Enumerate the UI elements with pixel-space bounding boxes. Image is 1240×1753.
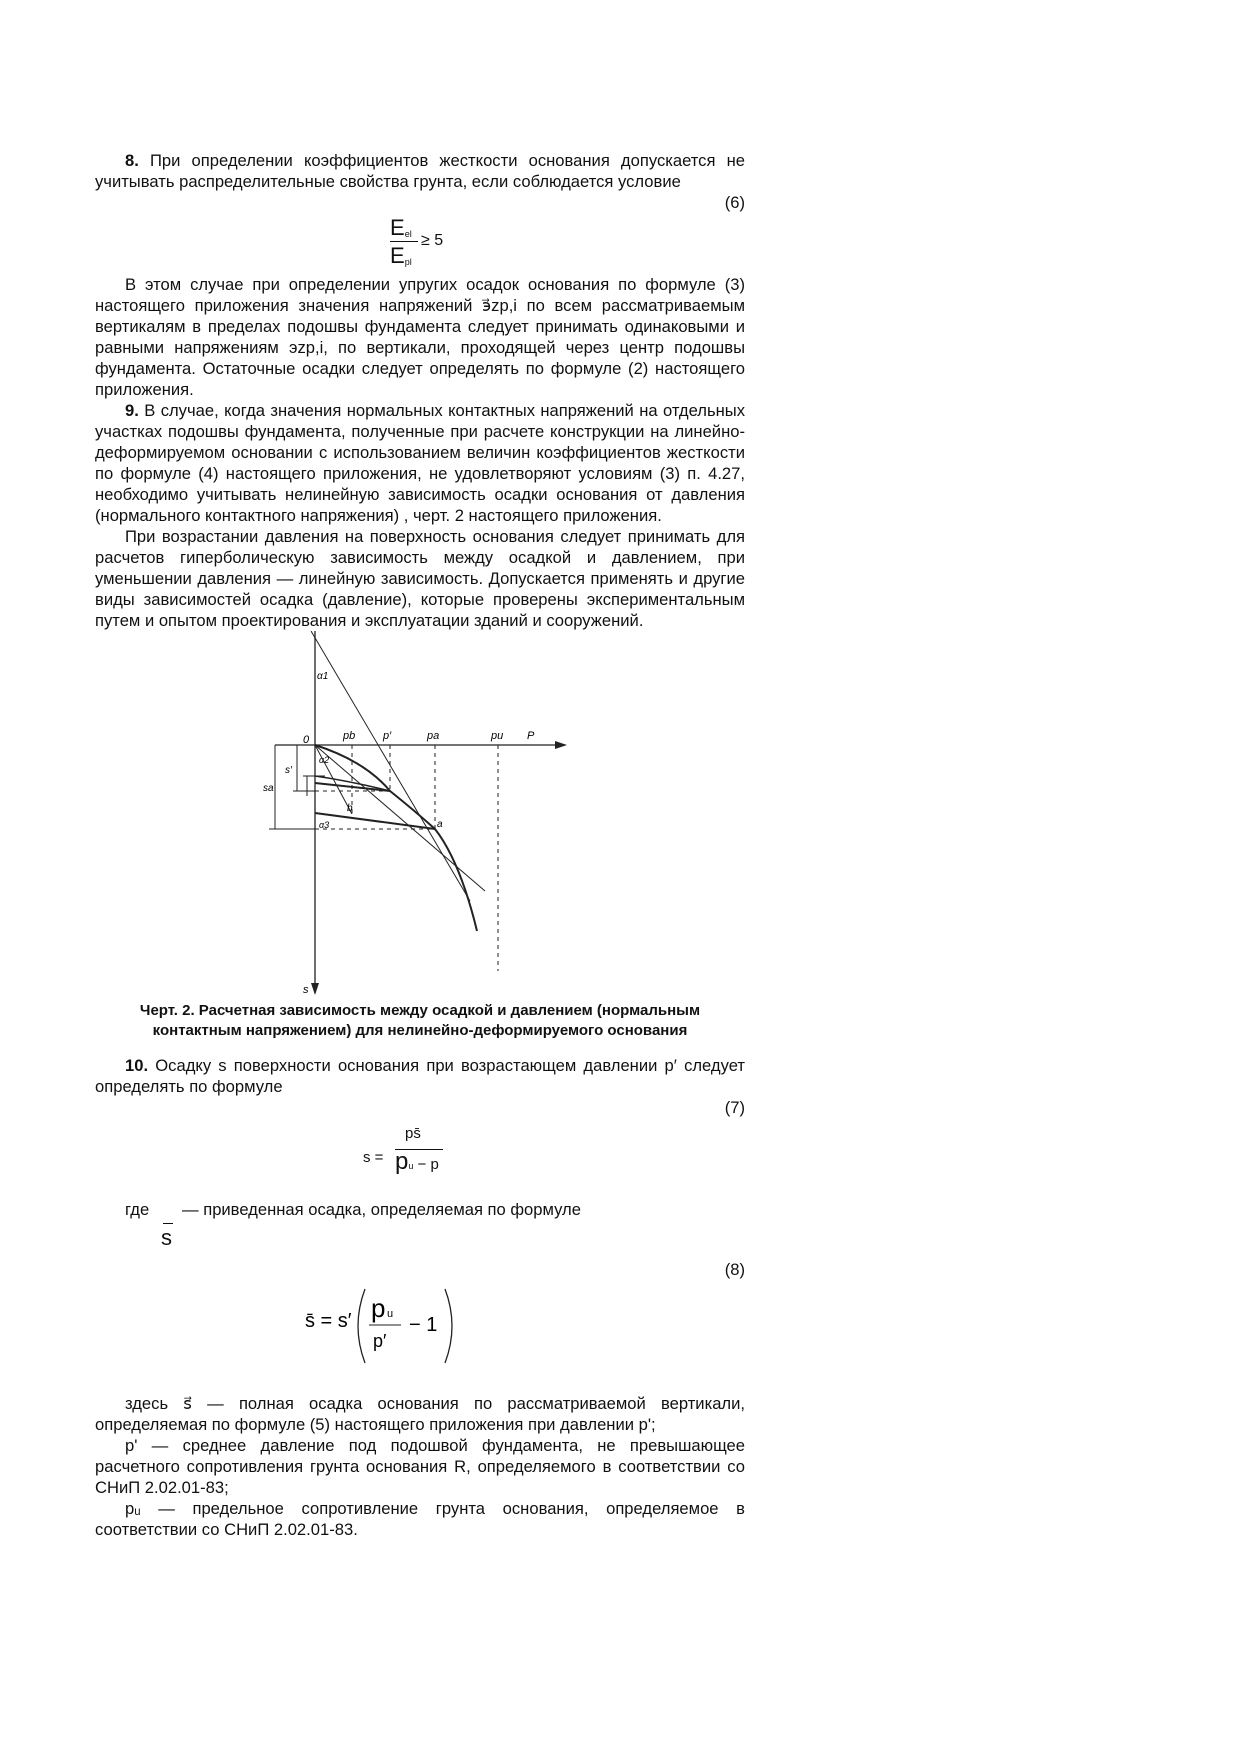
label-b: b bbox=[347, 803, 353, 814]
reduced-settlement-symbol: s bbox=[161, 1225, 172, 1250]
label-sprime: s′ bbox=[285, 765, 292, 776]
where-text: — приведенная осадка, определяемая по формуле bbox=[182, 1200, 581, 1219]
definition-pu: pᵤ — предельное сопротивление грунта основания, определяемое в соответствии со СНиП 2.02.01-83. bbox=[95, 1499, 745, 1539]
paragraph-10 bbox=[95, 1055, 745, 1097]
tangent-alpha1 bbox=[311, 631, 470, 901]
paragraph-number: 10. bbox=[125, 1056, 149, 1075]
paragraph-text: В случае, когда значения нормальных контактных напряжений на отдельных участках подошвы фундамента, полученные при расчете конструкции на линейно-деформируемом основании с использованием величин коэффициентов жесткости по формуле (4) настоящего приложения, не удовлетворяют условиям (3) п. 4.27, необходимо учитывать нелинейную зависимость осадки основания от давления (нормального контактного напряжения) , черт. 2 настоящего приложения. bbox=[95, 401, 745, 525]
label-a: a bbox=[437, 819, 443, 830]
equation-number-6: (6) bbox=[724, 193, 745, 212]
secant-line bbox=[315, 745, 485, 891]
definition-pprime: p' — среднее давление под подошвой фундамента, не превышающее расчетного сопротивления грунта основания R, определяемого в соответствии со СНиП 2.02.01-83; bbox=[95, 1436, 745, 1497]
denominator-subscript: u bbox=[408, 1161, 414, 1171]
formula-rest: − 1 bbox=[409, 1314, 438, 1336]
where-clause bbox=[95, 1199, 745, 1259]
paragraph-number: 8. bbox=[125, 151, 139, 170]
label-s: s bbox=[303, 984, 309, 996]
equation-number-8: (8) bbox=[724, 1260, 745, 1279]
definition-s: здесь s⃗ — полная осадка основания по рассматриваемой вертикали, определяемая по формуле (5) настоящего приложения при давлении p'; bbox=[95, 1394, 745, 1434]
paragraph-text: При определении коэффициентов жесткости основания допускается не учитывать распределительные свойства грунта, если соблюдается условие bbox=[95, 151, 745, 191]
where-label: где bbox=[125, 1200, 150, 1219]
fraction-denominator: p′ bbox=[373, 1331, 387, 1351]
fraction-numerator: p bbox=[371, 1293, 386, 1323]
p-axis-arrow bbox=[555, 741, 567, 749]
spacer bbox=[95, 1381, 745, 1393]
s-axis-arrow bbox=[311, 983, 319, 995]
right-paren bbox=[445, 1289, 452, 1363]
formula-lhs: s̄ = s′ bbox=[305, 1310, 352, 1332]
formula-8-svg bbox=[305, 1281, 505, 1371]
caption-line-1: Черт. 2. Расчетная зависимость между осадкой и давлением (нормальным bbox=[139, 1002, 701, 1019]
loading-curve bbox=[315, 745, 477, 931]
label-p: P bbox=[527, 730, 535, 742]
numerator-subscript: el bbox=[404, 229, 412, 239]
paragraph-case: В этом случае при определении упругих осадок основания по формуле (3) настоящего приложения значения напряжений э⃗zp,i по всем рассматриваемым вертикалям в пределах подошвы фундамента следует принимать одинаковыми и равными напряжениям эzp,i, по вертикали, проходящей через центр подошвы фундамента. Остаточные осадки следует определять по формуле (2) настоящего приложения. bbox=[95, 275, 745, 399]
denominator-letter: E bbox=[390, 243, 405, 268]
label-pu: pu bbox=[491, 730, 504, 742]
denominator-letter: p bbox=[395, 1148, 409, 1175]
document-page bbox=[95, 150, 745, 1540]
denominator-subscript: pl bbox=[404, 257, 412, 267]
label-pb: pb bbox=[343, 730, 356, 742]
label-alpha2: α2 bbox=[319, 755, 330, 765]
numerator-letter: E bbox=[390, 215, 405, 240]
settlement-pressure-diagram bbox=[255, 631, 585, 1001]
formula-6 bbox=[95, 214, 745, 274]
equation-number-7: (7) bbox=[724, 1098, 745, 1117]
paragraph-text: Осадку s поверхности основания при возрастающем давлении p′ следует определять по формуле bbox=[95, 1056, 745, 1096]
label-origin: 0 bbox=[303, 734, 310, 746]
label-sa: sa bbox=[263, 783, 274, 794]
paragraph-8 bbox=[95, 150, 745, 192]
relation-sign: ≥ 5 bbox=[421, 232, 444, 249]
fraction-denominator bbox=[395, 1148, 439, 1177]
formula-7 bbox=[95, 1119, 745, 1199]
formula-8 bbox=[95, 1281, 745, 1381]
fraction-ratio bbox=[390, 214, 470, 270]
label-pprime: p′ bbox=[383, 730, 392, 742]
left-paren bbox=[358, 1289, 365, 1363]
numerator-subscript: u bbox=[387, 1308, 394, 1320]
denominator-rest: − p bbox=[413, 1156, 439, 1173]
label-alpha3: α3 bbox=[319, 820, 330, 830]
paragraph-increase: При возрастании давления на поверхность основания следует принимать для расчетов гиперболическую зависимость между осадкой и давлением, при уменьшении давления — линейную зависимость. Допускается применять и другие виды зависимостей осадка (давление), которые проверены экспериментальным путем и опытом проектирования и эксплуатации зданий и сооружений. bbox=[95, 527, 745, 630]
formula-lhs: s = bbox=[363, 1149, 384, 1166]
figure-settlement-pressure bbox=[95, 631, 745, 1001]
unload-line-1 bbox=[315, 783, 390, 791]
unload-line-2 bbox=[315, 813, 435, 829]
figure-caption bbox=[95, 1001, 745, 1041]
caption-line-2: контактным напряжением) для нелинейно-деформируемого основания bbox=[152, 1022, 688, 1039]
paragraph-number: 9. bbox=[125, 401, 139, 420]
paragraph-9 bbox=[95, 400, 745, 526]
fraction-numerator: ps̄ bbox=[405, 1125, 421, 1142]
fraction-bar bbox=[390, 241, 418, 242]
label-alpha1: α1 bbox=[317, 671, 329, 682]
label-pa: pa bbox=[427, 730, 440, 742]
